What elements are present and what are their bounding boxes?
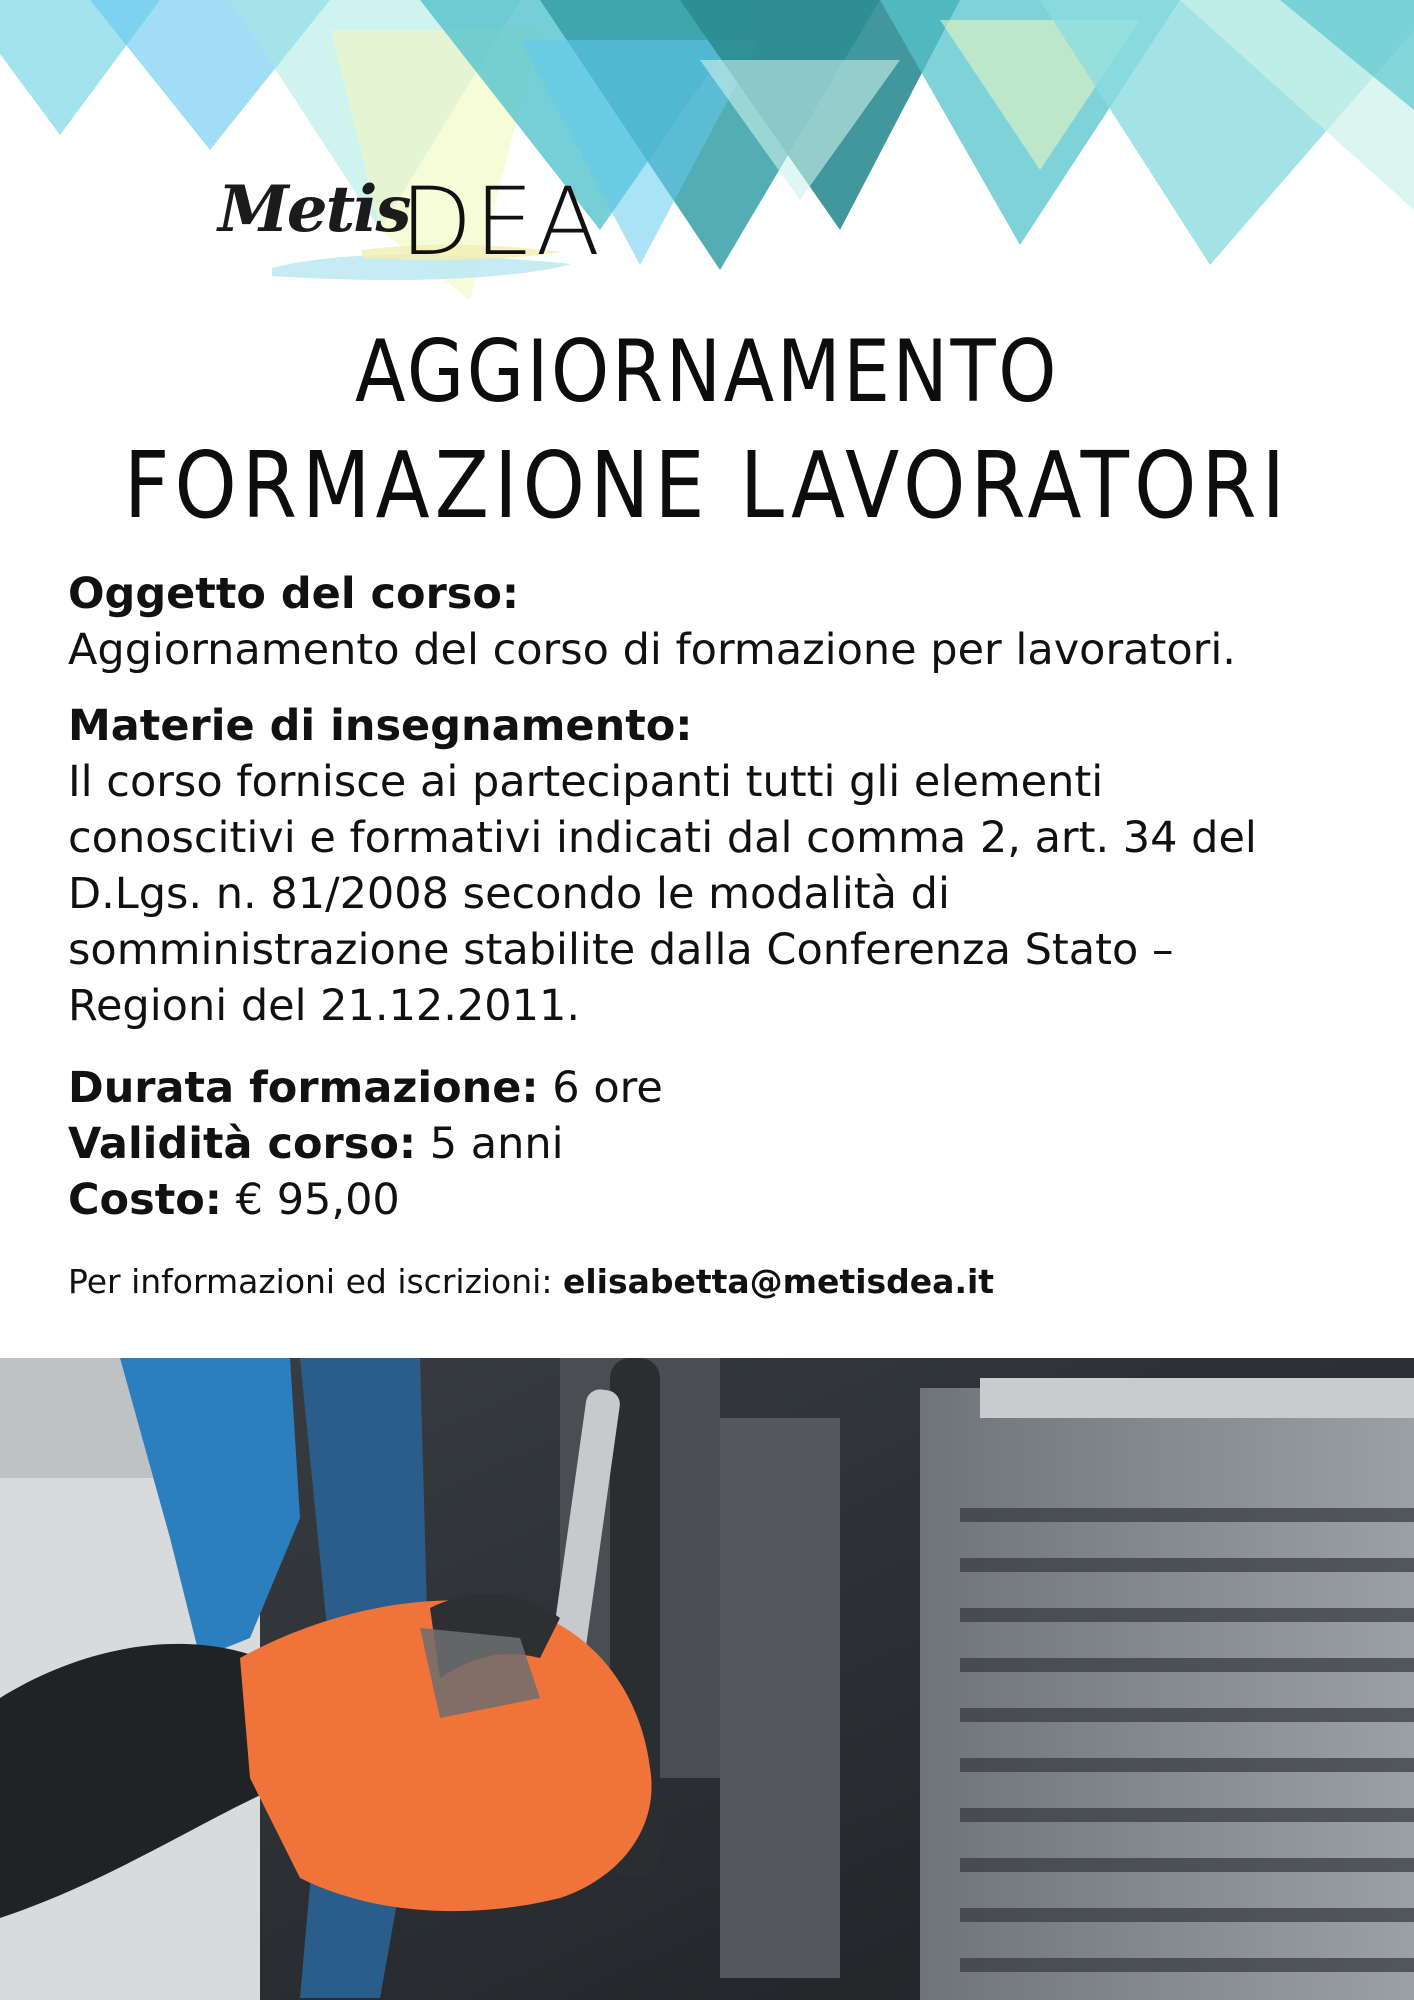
fact-value: 5 anni bbox=[416, 1119, 564, 1169]
logo-script: Metis bbox=[218, 172, 410, 247]
oggetto-text: Aggiornamento del corso di formazione per lavoratori. bbox=[68, 625, 1236, 675]
section-facts bbox=[68, 1060, 1368, 1228]
materie-line: Regioni del 21.12.2011. bbox=[68, 981, 581, 1031]
contact-line bbox=[68, 1260, 1368, 1304]
fact-value: 6 ore bbox=[538, 1063, 663, 1113]
logo-dea: DEA bbox=[400, 168, 603, 277]
fact-costo bbox=[68, 1172, 1368, 1228]
course-details bbox=[68, 566, 1368, 1304]
contact-email-link[interactable]: elisabetta@metisdea.it bbox=[562, 1262, 995, 1301]
page-title-line-2: FORMAZIONE LAVORATORI bbox=[123, 432, 1291, 539]
metisdea-logo bbox=[212, 168, 632, 298]
page-title-line-1: AGGIORNAMENTO bbox=[354, 322, 1060, 422]
mechanic-illustration bbox=[0, 1358, 1414, 2000]
fact-value: € 95,00 bbox=[222, 1175, 400, 1225]
materie-line: conoscitivi e formativi indicati dal comma 2, art. 34 del bbox=[68, 813, 1257, 863]
mechanic-photo bbox=[0, 1358, 1414, 2000]
fact-label: Costo: bbox=[68, 1175, 222, 1225]
materie-line: D.Lgs. n. 81/2008 secondo le modalità di bbox=[68, 869, 950, 919]
fact-validita bbox=[68, 1116, 1368, 1172]
oggetto-heading: Oggetto del corso: bbox=[68, 569, 520, 619]
contact-label: Per informazioni ed iscrizioni: bbox=[68, 1262, 563, 1301]
fact-label: Validità corso: bbox=[68, 1119, 417, 1169]
materie-line: somministrazione stabilite dalla Conferenza Stato – bbox=[68, 925, 1174, 975]
materie-line: Il corso fornisce ai partecipanti tutti gli elementi bbox=[68, 757, 1104, 807]
fact-durata bbox=[68, 1060, 1368, 1116]
section-materie bbox=[68, 698, 1368, 1034]
fact-label: Durata formazione: bbox=[68, 1063, 539, 1113]
section-oggetto bbox=[68, 566, 1368, 678]
materie-heading: Materie di insegnamento: bbox=[68, 701, 693, 751]
